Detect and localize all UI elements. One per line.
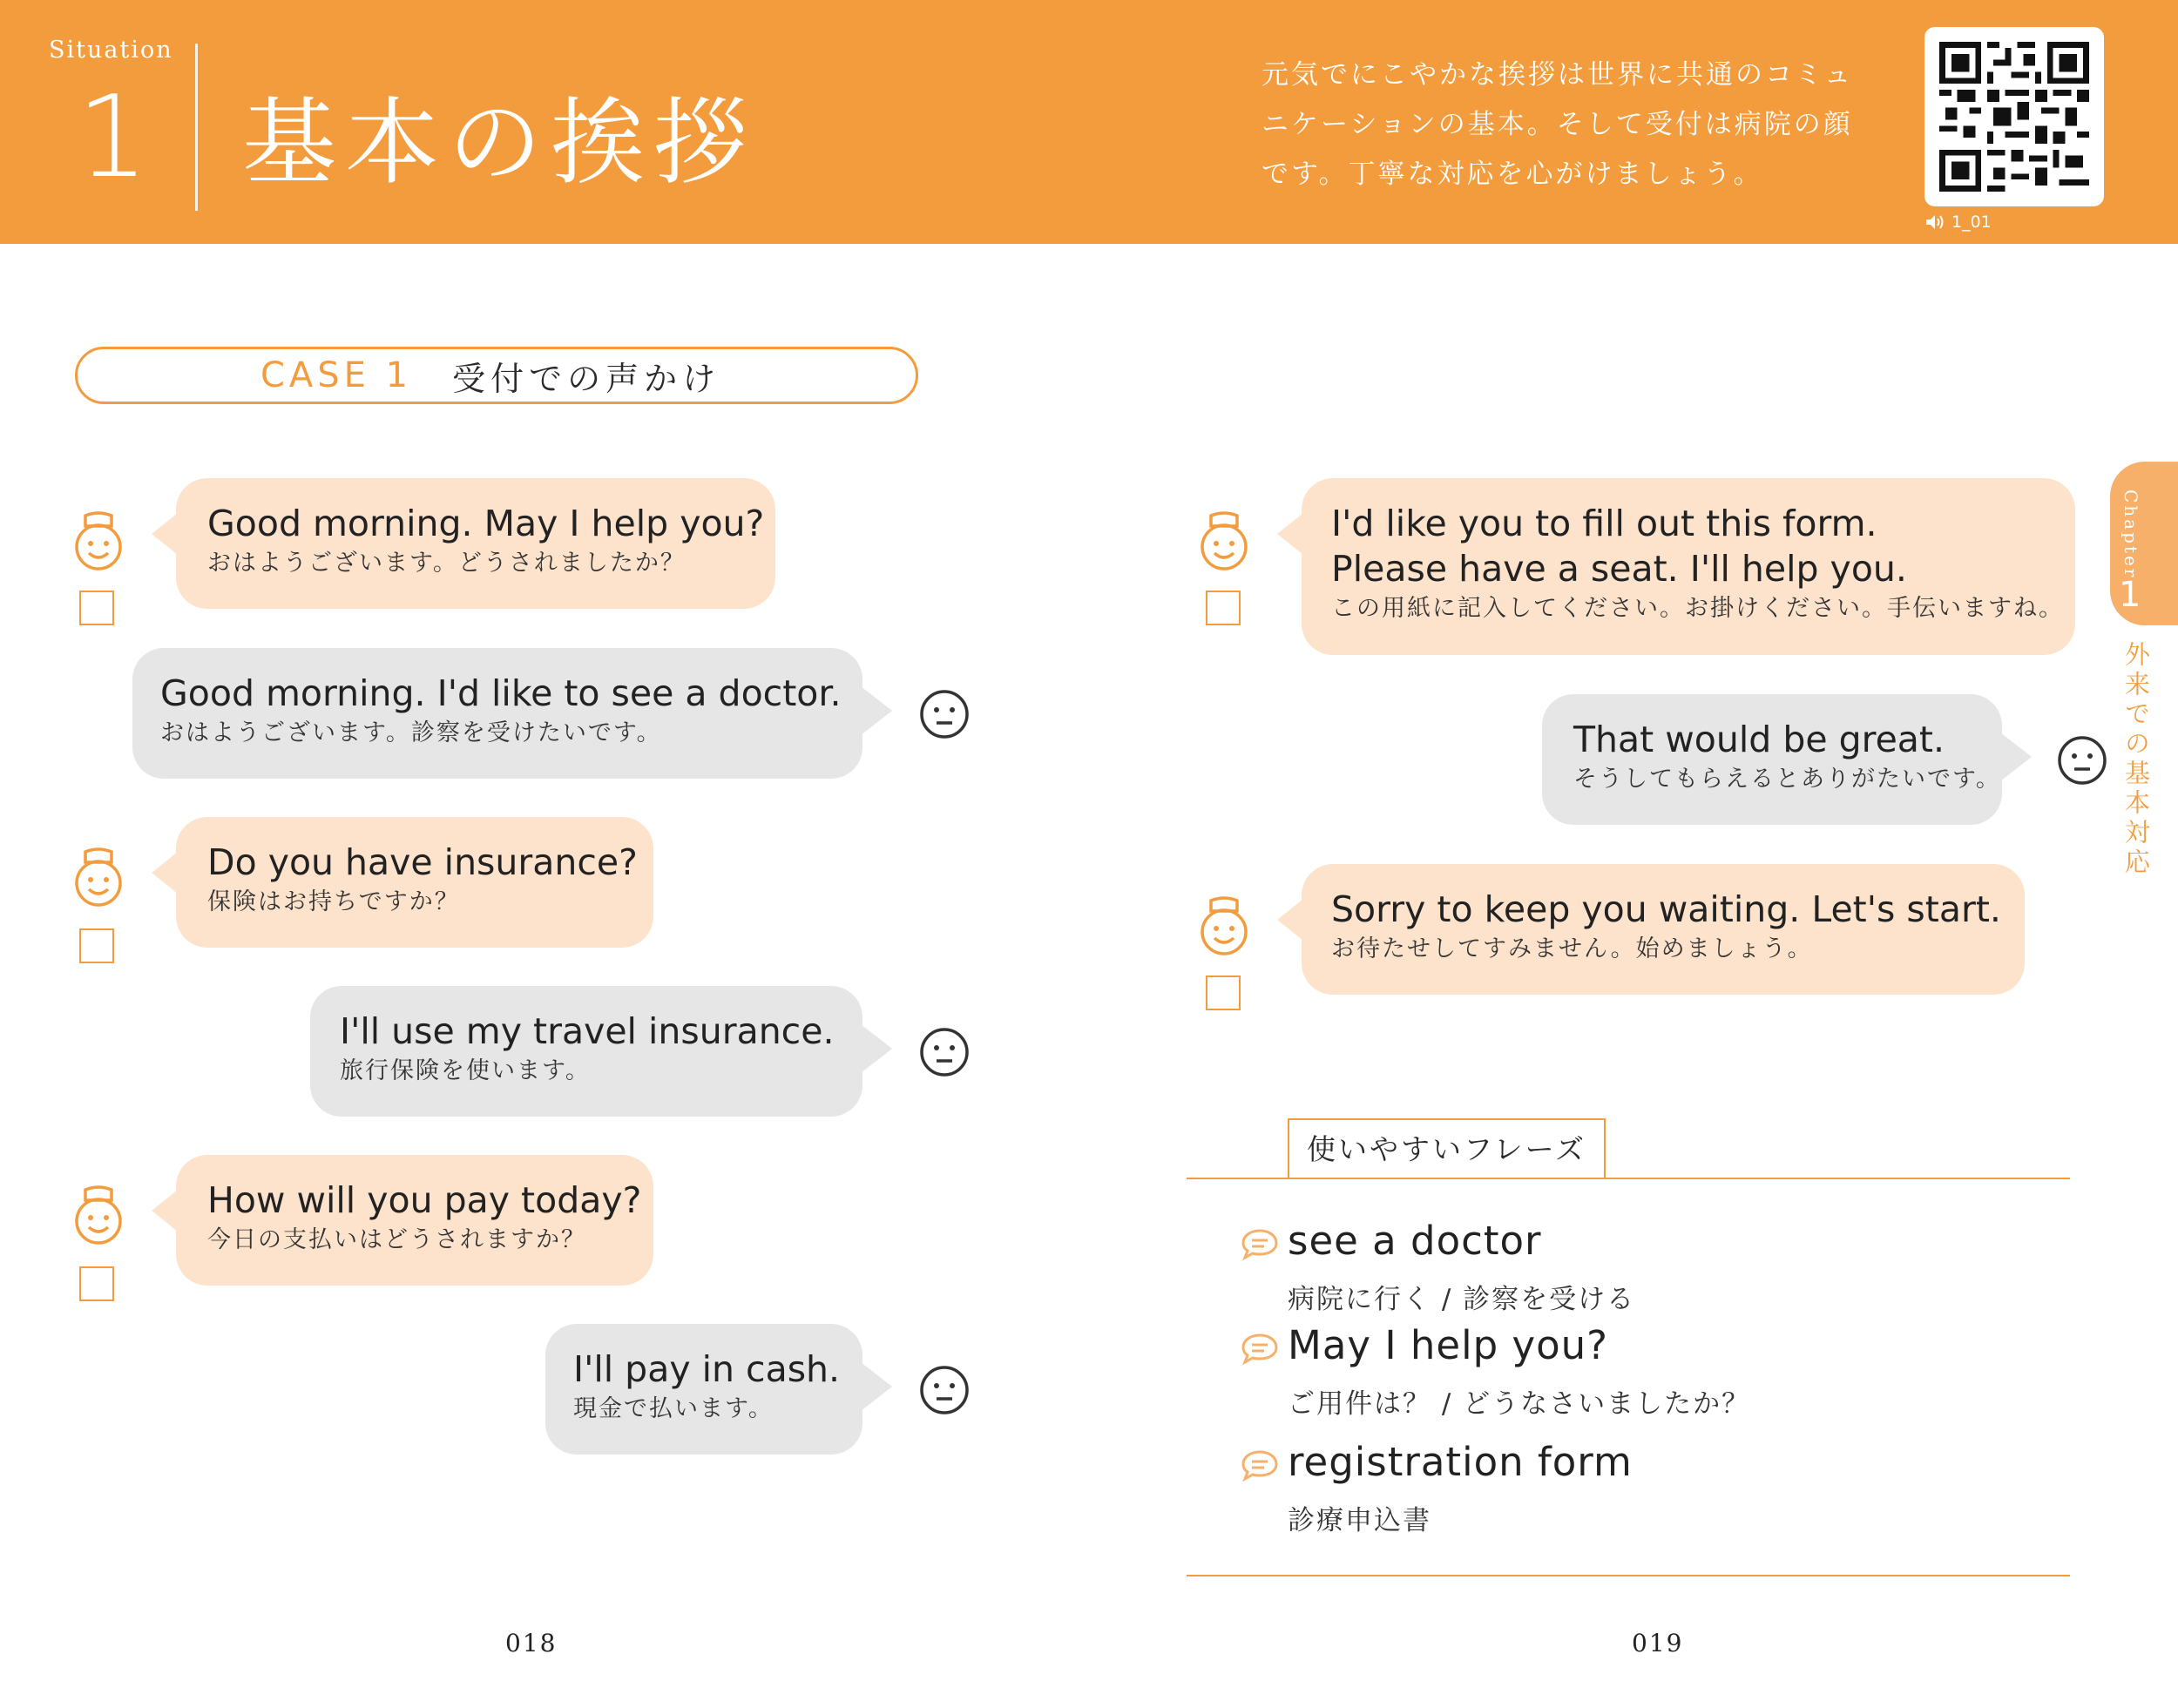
dialogue-japanese: そうしてもらえるとありがたいです。	[1573, 766, 2001, 793]
dialogue-japanese: おはようございます。診察を受けたいです。	[160, 719, 662, 746]
dialogue-english: Sorry to keep you waiting. Let's start.	[1331, 888, 2001, 930]
patient-icon	[2056, 734, 2108, 786]
dialogue-english: That would be great.	[1573, 719, 1945, 760]
dialogue-japanese: おはようございます。どうされましたか？	[207, 550, 686, 577]
nurse-icon	[71, 1183, 125, 1246]
dialogue-japanese: 今日の支払いはどうされますか？	[207, 1226, 586, 1253]
qr-code-icon	[1939, 42, 2089, 192]
phrase-japanese: ご用件は？ / どうなさいましたか？	[1288, 1388, 1751, 1420]
phrase-english: May I help you?	[1288, 1322, 1609, 1368]
nurse-icon	[71, 509, 125, 571]
dialogue-english: Good morning. I'd like to see a doctor.	[160, 672, 842, 714]
practice-checkbox[interactable]	[79, 1266, 114, 1301]
situation-header	[0, 0, 2178, 244]
page-title: 基本の挨拶	[242, 89, 757, 198]
dialogue-japanese: 保険はお持ちですか？	[207, 888, 460, 915]
dialogue-japanese: この用紙に記入してください。お掛けください。手伝いますね。	[1331, 595, 2064, 622]
dialogue-bubble-nurse	[1302, 478, 2075, 655]
dialogue-english: Please have a seat. I'll help you.	[1331, 548, 1907, 590]
phrase-english: registration form	[1288, 1439, 1633, 1485]
situation-label: Situation	[49, 37, 173, 64]
dialogue-bubble-nurse	[1302, 864, 2025, 995]
speaker-icon	[1925, 214, 1946, 230]
page-number-left: 018	[505, 1629, 558, 1657]
chapter-label: Chapter	[2121, 489, 2141, 580]
chapter-title: 外来での基本対応	[2121, 641, 2151, 878]
dialogue-english: I'll pay in cash.	[573, 1348, 841, 1390]
speech-bubble-icon	[1241, 1333, 1279, 1366]
patient-icon	[918, 1026, 971, 1078]
dialogue-bubble-patient	[310, 986, 862, 1117]
phrases-top-rule	[1187, 1178, 2070, 1179]
page-number-right: 019	[1632, 1629, 1684, 1657]
nurse-icon	[1197, 509, 1251, 571]
phrases-bottom-rule	[1187, 1575, 2070, 1576]
chapter-number: 1	[2119, 575, 2141, 615]
practice-checkbox[interactable]	[1206, 976, 1241, 1010]
speech-bubble-icon	[1241, 1228, 1279, 1261]
patient-icon	[918, 1364, 971, 1416]
dialogue-bubble-patient	[545, 1324, 862, 1455]
case-title: 受付での声かけ	[452, 359, 721, 398]
dialogue-english: Good morning. May I help you?	[207, 503, 765, 544]
qr-code[interactable]	[1924, 27, 2104, 206]
patient-icon	[918, 688, 971, 740]
practice-checkbox[interactable]	[79, 928, 114, 963]
dialogue-english: Do you have insurance?	[207, 841, 638, 883]
dialogue-bubble-nurse	[176, 1155, 653, 1286]
practice-checkbox[interactable]	[1206, 591, 1241, 625]
case-label: CASE 1	[260, 355, 413, 395]
phrase-english: see a doctor	[1288, 1218, 1542, 1264]
dialogue-bubble-patient	[132, 648, 862, 779]
speech-bubble-icon	[1241, 1449, 1279, 1482]
dialogue-bubble-nurse	[176, 817, 653, 948]
nurse-icon	[71, 845, 125, 908]
intro-text	[1261, 51, 1889, 199]
phrases-heading: 使いやすいフレーズ	[1288, 1118, 1606, 1179]
dialogue-japanese: お待たせしてすみません。始めましょう。	[1331, 935, 1813, 962]
header-divider	[195, 44, 198, 211]
case-heading	[75, 347, 918, 404]
dialogue-japanese: 旅行保険を使います。	[340, 1057, 591, 1084]
intro-line: です。丁寧な対応を心がけましょう。	[1261, 159, 1763, 190]
audio-track[interactable]	[1925, 213, 1992, 232]
nurse-icon	[1197, 894, 1251, 956]
dialogue-japanese: 現金で払います。	[573, 1395, 774, 1422]
phrase-japanese: 診療申込書	[1288, 1505, 1431, 1536]
dialogue-bubble-nurse	[176, 478, 775, 609]
intro-line: 元気でにこやかな挨拶は世界に共通のコミュ	[1261, 59, 1854, 91]
dialogue-english: I'd like you to fill out this form.	[1331, 503, 1877, 544]
dialogue-english: How will you pay today?	[207, 1179, 642, 1221]
dialogue-bubble-patient	[1542, 694, 2002, 825]
phrase-japanese: 病院に行く / 診察を受ける	[1288, 1284, 1636, 1315]
dialogue-english: I'll use my travel insurance.	[340, 1010, 835, 1052]
practice-checkbox[interactable]	[79, 591, 114, 625]
audio-label: 1_01	[1951, 213, 1992, 232]
intro-line: ニケーションの基本。そして受付は病院の顔	[1261, 109, 1853, 140]
situation-number: 1	[77, 71, 149, 203]
